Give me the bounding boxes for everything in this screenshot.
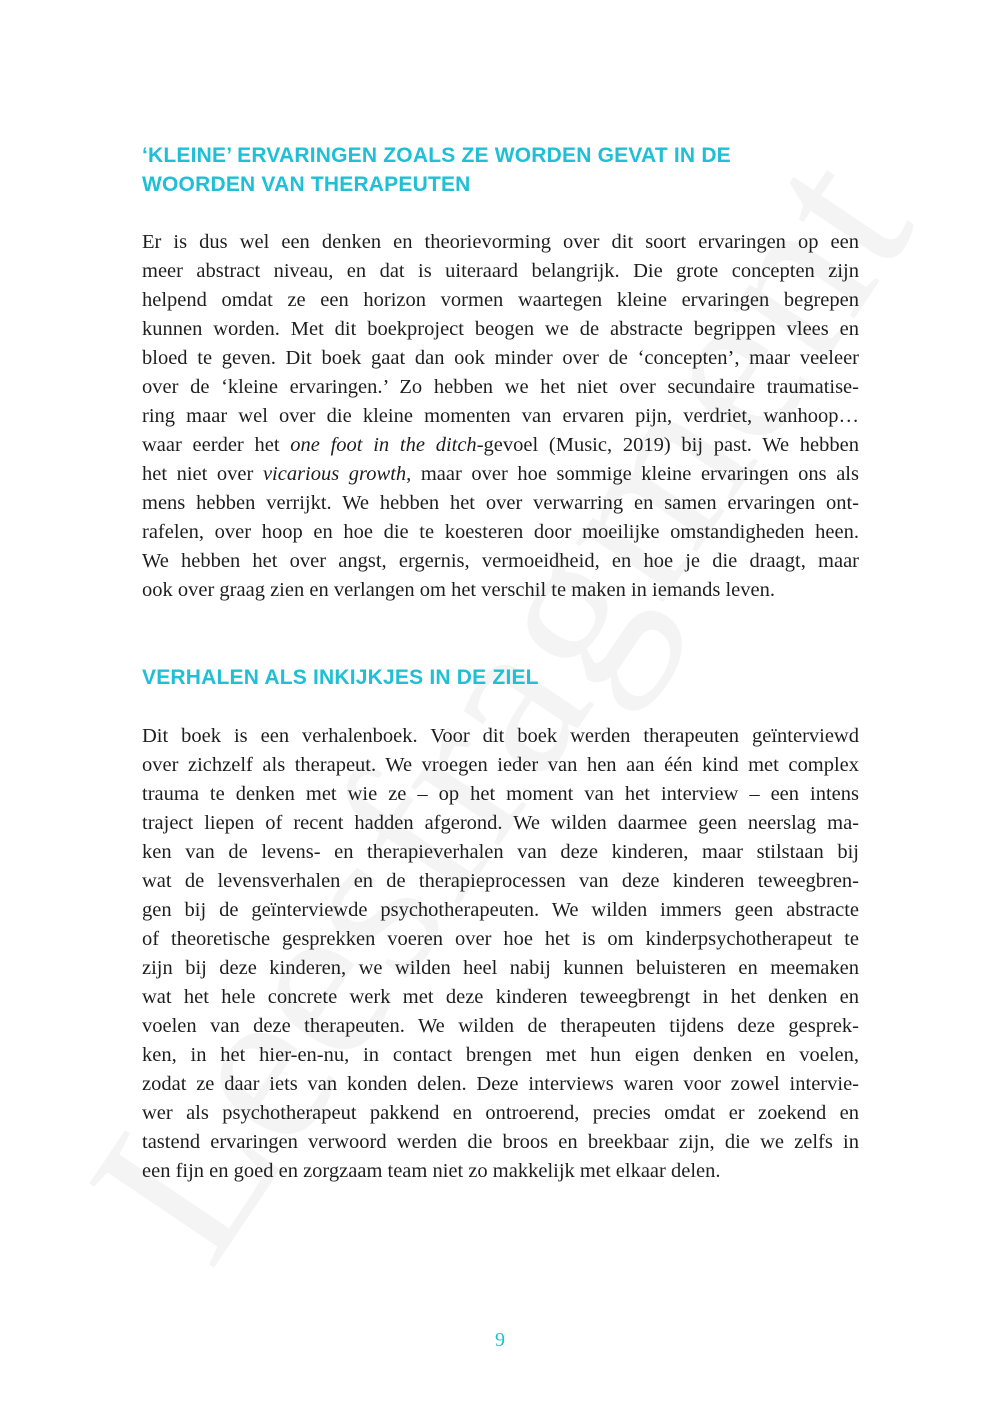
- text-segment: rafelen, over hoop en hoe die te koesteren door moeilijke omstandigheden heen.: [142, 521, 859, 543]
- text-segment: meer abstract niveau, en dat is uiteraard belangrijk. Die grote concepten zijn: [142, 260, 859, 282]
- text-segment: ken van de levens- en therapieverhalen van deze kinderen, maar stilstaan bij: [142, 841, 859, 863]
- text-segment: waar eerder het: [142, 434, 291, 456]
- text-line: [142, 1157, 859, 1186]
- text-segment: kunnen worden. Met dit boekproject beogen we de abstracte begrippen vlees en: [142, 318, 859, 340]
- text-segment: een fijn en goed en zorgzaam team niet zo makkelijk met elkaar delen.: [142, 1160, 721, 1182]
- page-number: 9: [495, 1329, 505, 1351]
- text-segment: wer als psychotherapeut pakkend en ontroerend, precies omdat er zoekend en: [142, 1102, 859, 1124]
- text-segment: traject liepen of recent hadden afgerond. We wilden daarmee geen neerslag ma-: [142, 812, 859, 834]
- text-line: [142, 838, 859, 867]
- text-segment: over de ‘kleine ervaringen.’ Zo hebben we het niet over secundaire traumatise-: [142, 376, 859, 398]
- text-segment: -gevoel (Music, 2019) bij past. We hebben: [476, 434, 859, 456]
- text-line: [142, 722, 859, 751]
- text-line: [142, 257, 859, 286]
- text-line: [142, 489, 859, 518]
- text-line: [142, 1128, 859, 1157]
- text-line: [142, 751, 859, 780]
- text-segment: of theoretische gesprekken voeren over hoe het is om kinderpsychotherapeut te: [142, 928, 859, 950]
- text-line: [142, 1041, 859, 1070]
- text-segment: over zichzelf als therapeut. We vroegen ieder van hen aan één kind met complex: [142, 754, 859, 776]
- text-line: [142, 925, 859, 954]
- text-line: [142, 431, 859, 460]
- text-line: [142, 1070, 859, 1099]
- text-segment: voelen van deze therapeuten. We wilden de therapeuten tijdens deze gesprek-: [142, 1015, 859, 1037]
- text-line: [142, 547, 859, 576]
- text-segment: ken, in het hier-en-nu, in contact brengen met hun eigen denken en voelen,: [142, 1044, 859, 1066]
- text-line: [142, 983, 859, 1012]
- text-segment: zijn bij deze kinderen, we wilden heel nabij kunnen beluisteren en meemaken: [142, 957, 859, 979]
- text-segment: ring maar wel over die kleine momenten van ervaren pijn, verdriet, wanhoop…: [142, 405, 859, 427]
- text-line: [142, 1099, 859, 1128]
- text-segment: Dit boek is een verhalenboek. Voor dit boek werden therapeuten geïnterviewd: [142, 725, 859, 747]
- text-segment: Er is dus wel een denken en theorievorming over dit soort ervaringen op een: [142, 231, 859, 253]
- text-segment: tastend ervaringen verwoord werden die broos en breekbaar zijn, die we zelfs in: [142, 1131, 859, 1153]
- text-segment: helpend omdat ze een horizon vormen waartegen kleine ervaringen begrepen: [142, 289, 859, 311]
- italic-text: one foot in the ditch: [290, 434, 477, 456]
- text-segment: bloed te geven. Dit boek gaat dan ook minder over de ‘concepten’, maar veeleer: [142, 347, 859, 369]
- text-line: [142, 402, 859, 431]
- text-line: [142, 315, 859, 344]
- text-segment: gen bij de geïnterviewde psychotherapeuten. We wilden immers geen abstracte: [142, 899, 859, 921]
- section-heading-verhalen: [142, 663, 539, 692]
- text-segment: ook over graag zien en verlangen om het verschil te maken in iemands leven.: [142, 579, 775, 601]
- heading-line: VERHALEN ALS INKIJKJES IN DE ZIEL: [142, 666, 539, 689]
- text-line: [142, 373, 859, 402]
- text-segment: zodat ze daar iets van konden delen. Deze interviews waren voor zowel intervie-: [142, 1073, 859, 1095]
- text-line: [142, 286, 859, 315]
- text-line: [142, 460, 859, 489]
- text-line: [142, 344, 859, 373]
- text-line: [142, 954, 859, 983]
- text-line: [142, 576, 859, 605]
- text-line: [142, 518, 859, 547]
- heading-line: ‘KLEINE’ ERVARINGEN ZOALS ZE WORDEN GEVAT IN DE: [142, 144, 731, 167]
- text-segment: wat de levensverhalen en de therapieprocessen van deze kinderen teweegbren-: [142, 870, 859, 892]
- section-heading-kleine-ervaringen: [142, 141, 731, 199]
- text-segment: mens hebben verrijkt. We hebben het over verwarring en samen ervaringen ont-: [142, 492, 859, 514]
- text-line: [142, 228, 859, 257]
- text-segment: trauma te denken met wie ze – op het moment van het interview – een intens: [142, 783, 859, 805]
- heading-line: WOORDEN VAN THERAPEUTEN: [142, 173, 471, 196]
- paragraph-section2: [142, 722, 859, 1186]
- text-line: [142, 1012, 859, 1041]
- text-line: [142, 896, 859, 925]
- text-line: [142, 867, 859, 896]
- text-segment: , maar over hoe sommige kleine ervaringen ons als: [406, 463, 859, 485]
- text-segment: We hebben het over angst, ergernis, vermoeidheid, en hoe je die draagt, maar: [142, 550, 859, 572]
- italic-text: vicarious growth: [262, 463, 407, 485]
- paragraph-section1: [142, 228, 859, 605]
- text-line: [142, 809, 859, 838]
- text-segment: het niet over: [142, 463, 263, 485]
- text-segment: wat het hele concrete werk met deze kinderen teweegbrengt in het denken en: [142, 986, 859, 1008]
- text-line: [142, 780, 859, 809]
